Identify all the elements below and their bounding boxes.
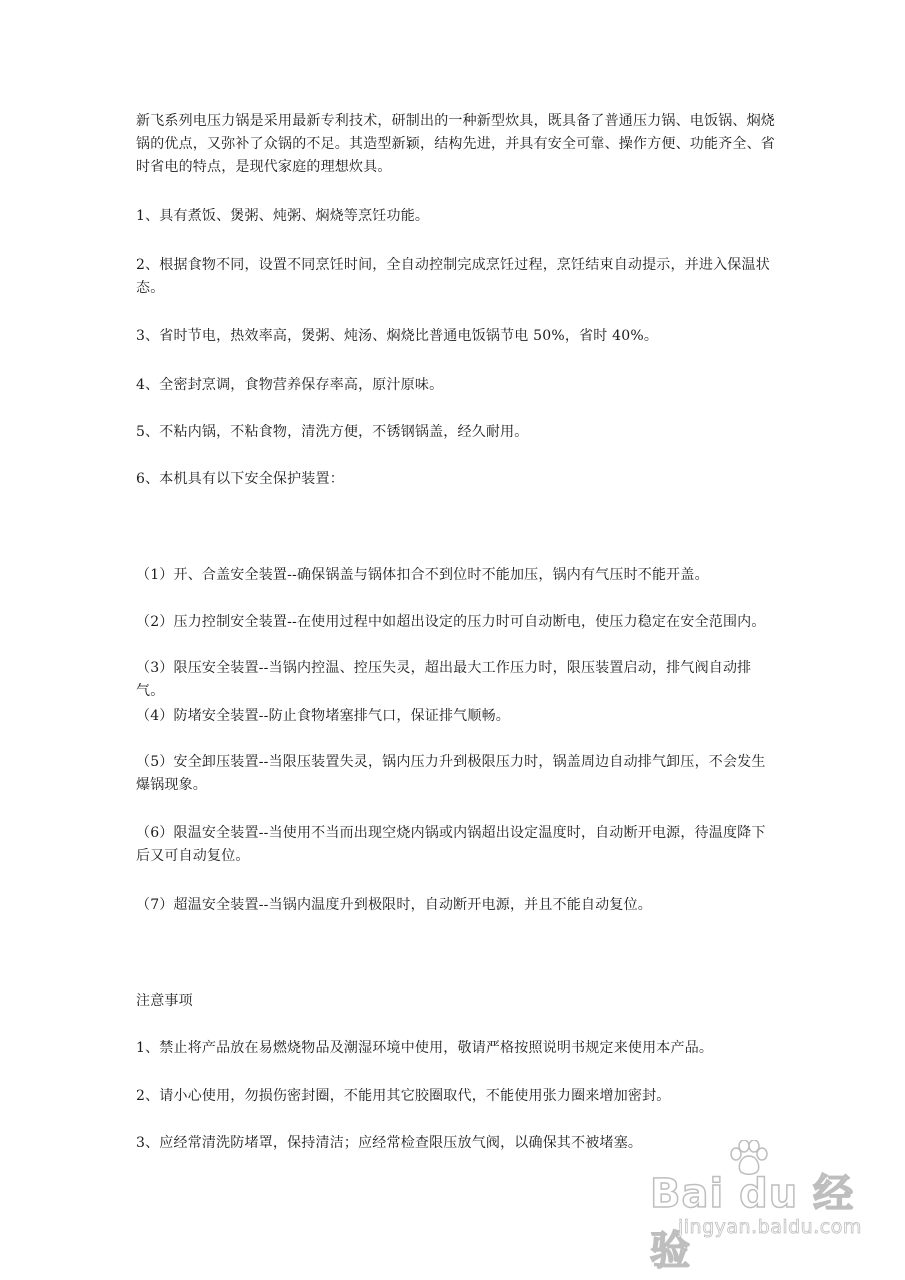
feature-item-5: 5、不粘内锅，不粘食物，清洗方便，不锈钢锅盖，经久耐用。 [136,424,529,440]
safety-item-5: （5）安全卸压装置--当限压装置失灵，锅内压力升到极限压力时，锅盖周边自动排气卸压，不会发生爆锅现象。 [136,754,766,793]
watermark-url: jingyan.baidu.com [678,1216,862,1238]
safety-item-1: （1）开、合盖安全装置--确保锅盖与锅体扣合不到位时不能加压，锅内有气压时不能开盖。 [136,567,709,583]
feature-item-1: 1、具有煮饭、煲粥、炖粥、焖烧等烹饪功能。 [136,208,430,224]
safety-item-3: （3）限压安全装置--当锅内控温、控压失灵，超出最大工作压力时，限压装置启动，排气阀自动排气。 [136,660,752,699]
note-item-3: 3、应经常清洗防堵罩，保持清洁；应经常检查限压放气阀，以确保其不被堵塞。 [136,1135,643,1151]
note-item-2: 2、请小心使用，勿损伤密封圈，不能用其它胶圈取代，不能使用张力圈来增加密封。 [136,1088,671,1104]
feature-item-2: 2、根据食物不同，设置不同烹饪时间，全自动控制完成烹饪过程，烹饪结束自动提示，并进入保温状态。 [136,257,770,296]
feature-item-4: 4、全密封烹调，食物营养保存率高，原汁原味。 [136,377,444,393]
safety-item-4: （4）防堵安全装置--防止食物堵塞排气口，保证排气顺畅。 [136,708,510,724]
notes-heading: 注意事项 [136,993,193,1009]
safety-item-2: （2）压力控制安全装置--在使用过程中如超出设定的压力时可自动断电，使压力稳定在安全范围内。 [136,614,766,630]
feature-item-6: 6、本机具有以下安全保护装置： [136,471,344,487]
safety-item-6: （6）限温安全装置--当使用不当而出现空烧内锅或内锅超出设定温度时，自动断开电源，待温度降下后又可自动复位。 [136,825,766,864]
intro-paragraph: 新飞系列电压力锅是采用最新专利技术，研制出的一种新型炊具，既具备了普通压力锅、电饭锅、焖烧锅的优点，又弥补了众锅的不足。其造型新颖，结构先进，并具有安全可靠、操作方便、功能齐全、省时省电的特点，是现代家庭的理想炊具。 [136,113,775,175]
watermark-logo-text: Bai du 经验 [650,1171,855,1274]
note-item-1: 1、禁止将产品放在易燃烧物品及潮湿环境中使用，敬请严格按照说明书规定来使用本产品。 [136,1040,714,1056]
feature-item-3: 3、省时节电，热效率高，煲粥、炖汤、焖烧比普通电饭锅节电 50%，省时 40%。 [136,328,659,344]
baidu-jingyan-watermark [640,1140,880,1274]
safety-item-7: （7）超温安全装置--当锅内温度升到极限时，自动断开电源，并且不能自动复位。 [136,897,652,913]
